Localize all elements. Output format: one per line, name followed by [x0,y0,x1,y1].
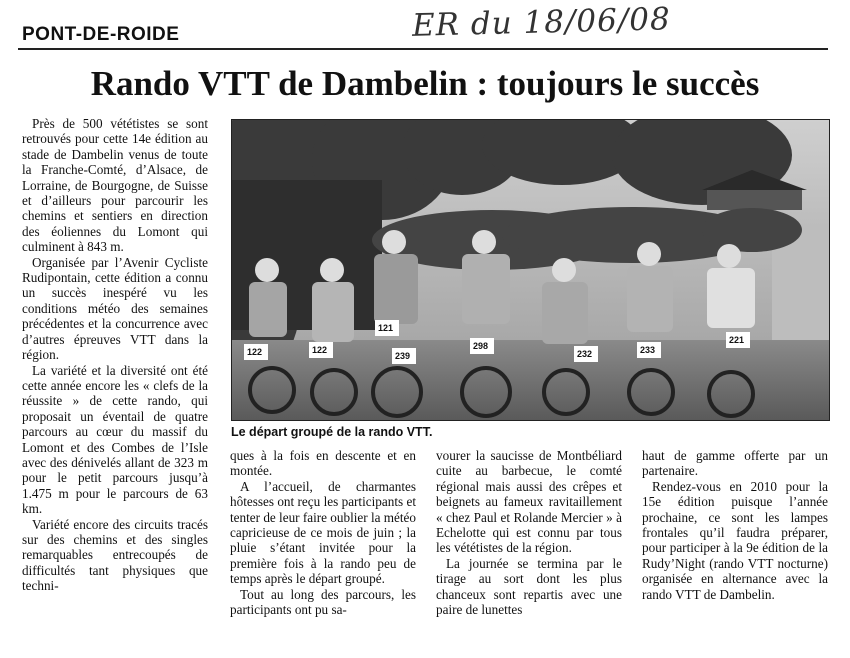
bib-number: 221 [729,335,745,345]
article-photo [231,119,830,421]
article-headline: Rando VTT de Dambelin : toujours le succès [90,64,760,103]
bib-number: 122 [312,345,328,355]
paragraph: vourer la saucisse de Montbéliard cuite au barbecue, le comté régional mais aussi des crêpes et beignets au fameux ravitaillement « chez Paul et Rolande Mercier » à Echelotte qui est connu par tous les vététistes de la région. [436,448,622,556]
bib-number: 239 [395,351,411,361]
bib-number: 121 [378,323,394,333]
bib-number: 298 [473,341,489,351]
paragraph: La journée se termina par le tirage au sort dont les plus chanceux sont repartis avec une paire de lunettes [436,555,622,618]
paragraph: Organisée par l’Avenir Cycliste Rudipontain, cette édition a connu un succès inespéré vu les conditions météo des semaines précédentes et la concurrence avec d’autres épreuves VTT dans la région. [22,254,208,363]
paragraph: A l’accueil, de charmantes hôtesses ont reçu les participants et tenter de leur faire oublier la météo capricieuse de ce mois de juin ; la pluie s’étant invitée pour la première fois à la rando peu de temps après le départ groupé. [230,478,416,587]
paragraph: Tout au long des parcours, les participants ont pu sa- [230,586,416,618]
article-column-1 [22,116,208,594]
bib-number: 232 [577,349,593,359]
bib-number: 233 [640,345,656,355]
photo-caption: Le départ groupé de la rando VTT. [231,425,433,439]
paragraph: La variété et la diversité ont été cette année encore les « clefs de la réussite » de cette rando, qui proposait un éventail de quatre parcours au cœur du massif du Lomont et des Combes de l’Isle avec des dénivelés allant de 323 m pour le petit parcours jusqu’à 1.475 m pour le parcours de 63 km. [22,362,208,517]
bib-number: 122 [247,347,263,357]
paragraph: Près de 500 vététistes se sont retrouvés pour cette 14e édition au stade de Dambelin venus de toute la Franche-Comté, d’Alsace, de Lorraine, de Bourgogne, de Suisse et d’ailleurs pour parcourir les chemins et sentiers en direction des éoliennes du Lomont qui culminent à 843 m. [22,116,208,255]
paragraph: Rendez-vous en 2010 pour la 15e édition puisque l’année prochaine, ce sont les lampes frontales qu’il faudra préparer, pour participer à la 9e édition de la Rudy’Night (rando VTT nocturne) organisée en alternance avec la rando VTT de Dambelin. [642,478,828,602]
article-column-2 [230,448,416,617]
paragraph: Variété encore des circuits tracés sur des chemins et des singles remarquables entrecoupés de difficultés tant physiques que techni- [22,516,208,594]
article-column-3 [436,448,622,617]
section-title: PONT-DE-ROIDE [22,24,180,45]
header-rule [18,48,828,50]
article-column-4 [642,448,828,602]
paragraph: ques à la fois en descente et en montée. [230,448,416,479]
paragraph: haut de gamme offerte par un partenaire. [642,448,828,479]
handwritten-date-note: ER du 18/06/08 [411,1,672,44]
cyclists-photo-illustration [232,120,829,420]
